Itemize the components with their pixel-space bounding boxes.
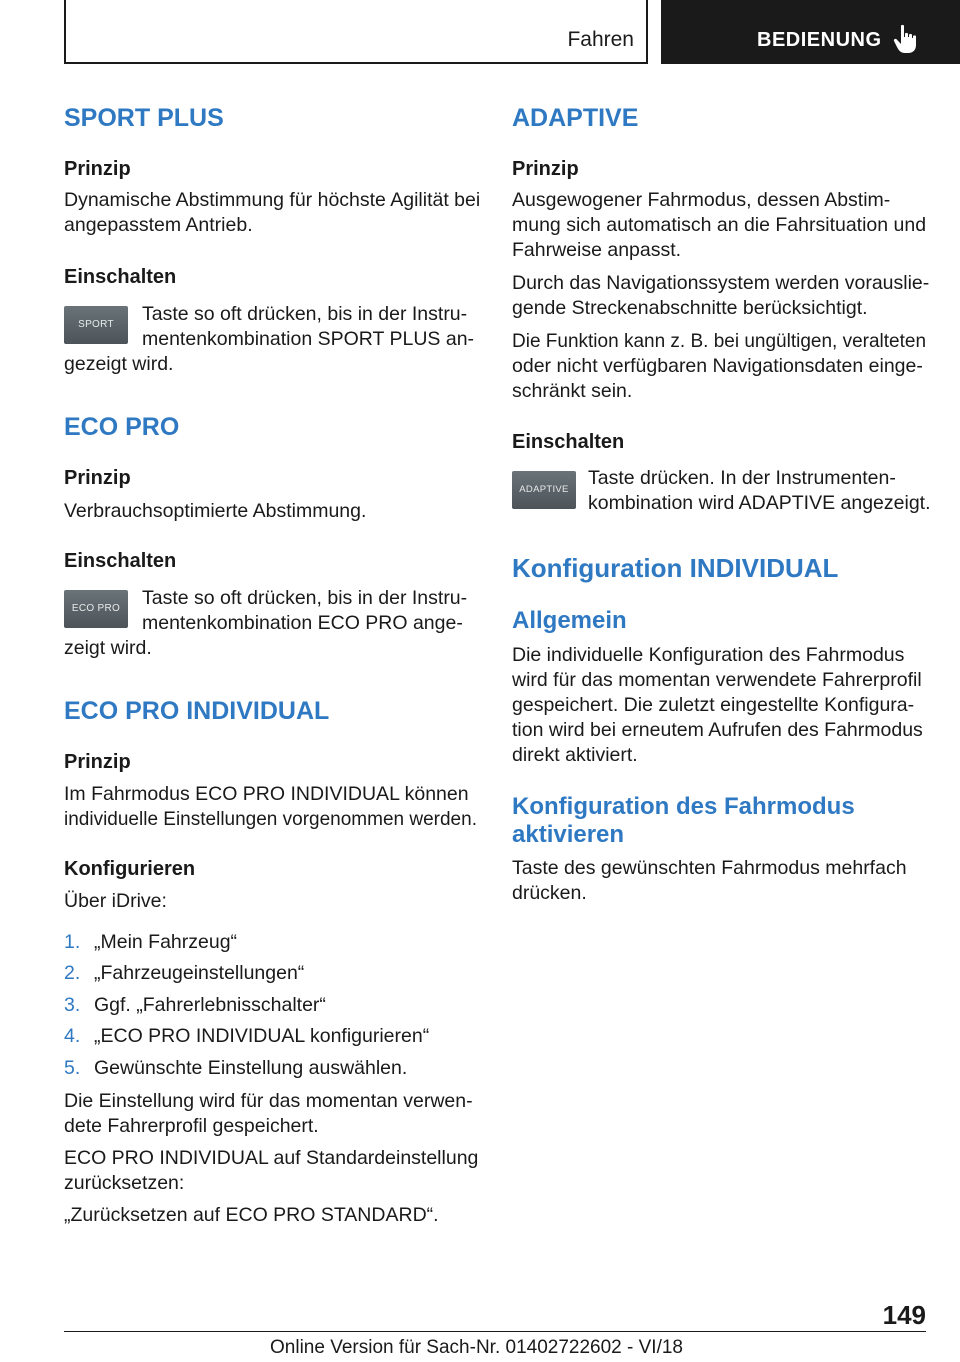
idrive-via-text: Über iDrive: <box>64 890 167 912</box>
step-text: „ECO PRO INDIVIDUAL konfigurieren“ <box>94 1025 430 1047</box>
step-number: 1. <box>64 931 81 953</box>
adaptive-switch-line1: Taste drücken. In der Instrumenten- <box>588 467 896 489</box>
eco-pro-switch-line1: Taste so oft drücken, bis in der Instru- <box>142 587 468 609</box>
eco-pro-button-image: ECO PRO <box>64 590 128 628</box>
sport-plus-heading: SPORT PLUS <box>64 104 224 132</box>
eco-pro-heading: ECO PRO <box>64 413 180 441</box>
adaptive-p2-line2: gende Streckenabschnitte berücksichtigt. <box>512 297 868 319</box>
adaptive-p1-line3: Fahrweise anpasst. <box>512 239 682 261</box>
adaptive-button-image: ADAPTIVE <box>512 471 576 509</box>
adaptive-p3-line2: oder nicht verfügbaren Navigationsdaten einge- <box>512 355 923 377</box>
adaptive-p1-line2: mung sich automatisch an die Fahrsituation und <box>512 214 927 236</box>
adaptive-principle-title: Prinzip <box>512 158 579 180</box>
reset-line3: „Zurücksetzen auf ECO PRO STANDARD“. <box>64 1204 439 1226</box>
reset-line2: zurücksetzen: <box>64 1172 185 1194</box>
adaptive-p3-line3: schränkt sein. <box>512 380 633 402</box>
header-chapter-box <box>661 0 960 64</box>
activate-line2: drücken. <box>512 882 587 904</box>
activate-line1: Taste des gewünschten Fahrmodus mehrfach <box>512 857 907 879</box>
sport-plus-switch-line2: mentenkombination SPORT PLUS an- <box>142 328 475 350</box>
eco-pro-switch-line3: zeigt wird. <box>64 637 152 659</box>
eco-pro-principle-title: Prinzip <box>64 467 131 489</box>
header-section-box <box>64 0 648 64</box>
step-text: Ggf. „Fahrerlebnisschalter“ <box>94 994 326 1016</box>
header-chapter-label: BEDIENUNG <box>757 29 882 51</box>
adaptive-switch-line2: kombination wird ADAPTIVE angezeigt. <box>588 492 931 514</box>
pointing-hand-icon <box>893 24 921 54</box>
reset-line1: ECO PRO INDIVIDUAL auf Standardeinstellung <box>64 1147 479 1169</box>
sport-plus-principle-text: Dynamische Abstimmung für höchste Agilität bei angepasstem Antrieb. <box>64 189 481 236</box>
eco-pro-switch-line2: mentenkombination ECO PRO ange- <box>142 612 463 634</box>
step-number: 5. <box>64 1057 81 1079</box>
page-number: 149 <box>882 1300 926 1330</box>
general-line5: direkt aktiviert. <box>512 744 638 766</box>
step-number: 3. <box>64 994 81 1016</box>
sport-plus-switch-title: Einschalten <box>64 266 177 288</box>
sport-plus-principle-title: Prinzip <box>64 158 131 180</box>
sport-plus-switch-line1: Taste so oft drücken, bis in der Instru- <box>142 303 468 325</box>
sport-plus-switch-line3: gezeigt wird. <box>64 353 174 375</box>
general-line3: gespeichert. Die zuletzt eingestellte Konfigura- <box>512 694 915 716</box>
eco-pro-individual-principle-line2: individuelle Einstellungen vorgenommen werden. <box>64 809 477 830</box>
eco-pro-individual-principle-line1: Im Fahrmodus ECO PRO INDIVIDUAL können <box>64 783 469 805</box>
step-text: Gewünschte Einstellung auswählen. <box>94 1057 408 1079</box>
general-line1: Die individuelle Konfiguration des Fahrmodus <box>512 644 905 666</box>
eco-pro-individual-principle-title: Prinzip <box>64 751 131 773</box>
general-title: Allgemein <box>512 607 627 634</box>
saved-line1: Die Einstellung wird für das momentan verwen- <box>64 1090 473 1112</box>
activate-title-line2: aktivieren <box>512 821 625 848</box>
activate-title-line1: Konfiguration des Fahrmodus <box>512 793 855 820</box>
individual-config-heading: Konfiguration INDIVIDUAL <box>512 553 839 583</box>
header-section-label: Fahren <box>567 28 634 51</box>
footer-divider <box>64 1331 926 1332</box>
adaptive-p1-line1: Ausgewogener Fahrmodus, dessen Abstim- <box>512 189 891 211</box>
step-number: 4. <box>64 1025 81 1047</box>
adaptive-p2-line1: Durch das Navigationssystem werden vorauslie- <box>512 272 930 294</box>
step-text: „Fahrzeugeinstellungen“ <box>94 962 305 984</box>
adaptive-switch-title: Einschalten <box>512 431 625 453</box>
adaptive-heading: ADAPTIVE <box>512 104 639 132</box>
config-title: Konfigurieren <box>64 858 196 880</box>
eco-pro-principle-text: Verbrauchsoptimierte Abstimmung. <box>64 500 367 522</box>
general-line4: tion wird bei erneutem Aufrufen des Fahrmodus <box>512 719 923 741</box>
sport-button-image: SPORT <box>64 306 128 344</box>
eco-pro-individual-heading: ECO PRO INDIVIDUAL <box>64 697 330 725</box>
general-line2: wird für das momentan verwendete Fahrerprofil <box>512 669 922 691</box>
footer-version-text: Online Version für Sach-Nr. 01402722602 - VI/18 <box>270 1337 683 1358</box>
saved-line2: dete Fahrerprofil gespeichert. <box>64 1115 319 1137</box>
adaptive-p3-line1: Die Funktion kann z. B. bei ungültigen, veralteten <box>512 331 927 352</box>
eco-pro-switch-title: Einschalten <box>64 550 177 572</box>
step-number: 2. <box>64 962 81 984</box>
step-text: „Mein Fahrzeug“ <box>94 931 238 953</box>
